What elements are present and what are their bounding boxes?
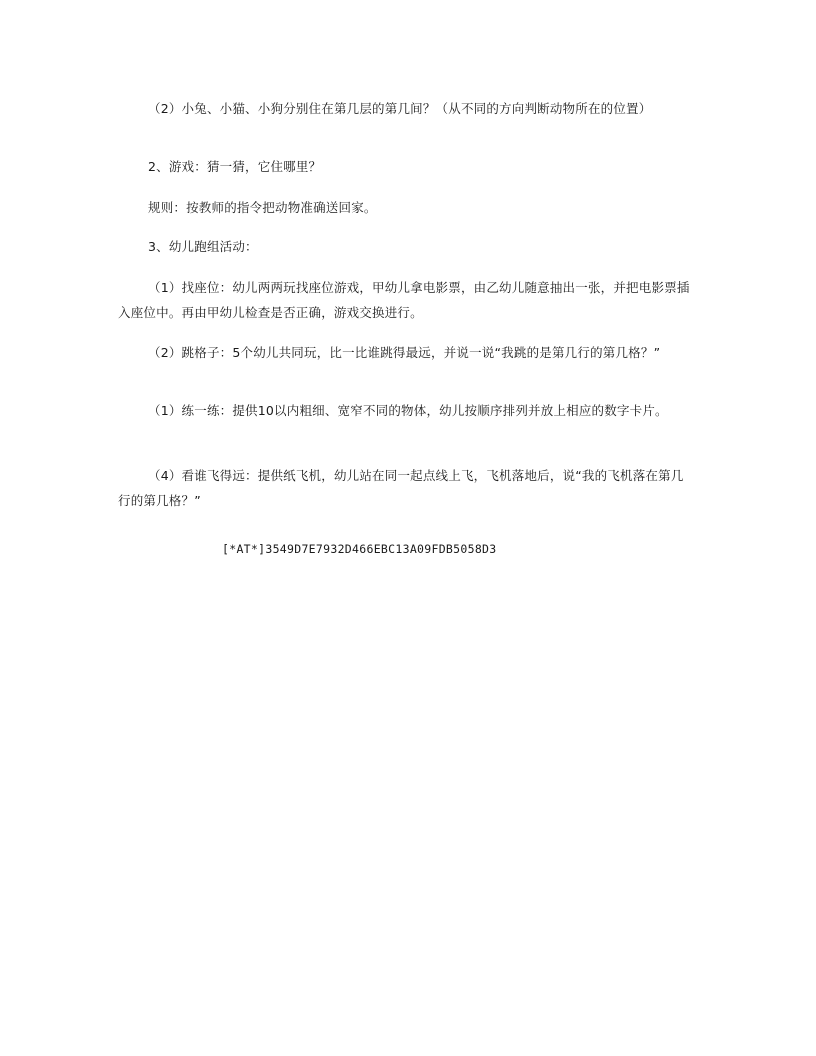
- paragraph-game-rules: 规则：按教师的指令把动物准确送回家。: [148, 200, 377, 215]
- footer-code: [*AT*]3549D7E7932D466EBC13A09FDB5058D3: [222, 542, 497, 556]
- paragraph-find-seat: （1）找座位：幼儿两两玩找座位游戏，甲幼儿拿电影票，由乙幼儿随意抽出一张，并把电影票插入座位中。再由甲幼儿检查是否正确，游戏交换进行。: [118, 280, 690, 320]
- paragraph-game-title: 2、游戏：猜一猜，它住哪里？: [148, 159, 322, 174]
- paragraph-animal-positions: （2）小兔、小猫、小狗分别住在第几层的第几间？（从不同的方向判断动物所在的位置）: [148, 101, 652, 116]
- paragraph-group-activity: 3、幼儿跑组活动：: [148, 239, 258, 254]
- paragraph-hopscotch: （2）跳格子：5个幼儿共同玩，比一比谁跳得最远，并说一说“我跳的是第几行的第几格？”: [148, 345, 661, 360]
- paragraph-paper-plane: （4）看谁飞得远：提供纸飞机，幼儿站在同一起点线上飞，飞机落地后，说“我的飞机落在第几行的第几格？”: [118, 468, 684, 508]
- paragraph-practice: （1）练一练：提供10以内粗细、宽窄不同的物体，幼儿按顺序排列并放上相应的数字卡片。: [148, 403, 668, 418]
